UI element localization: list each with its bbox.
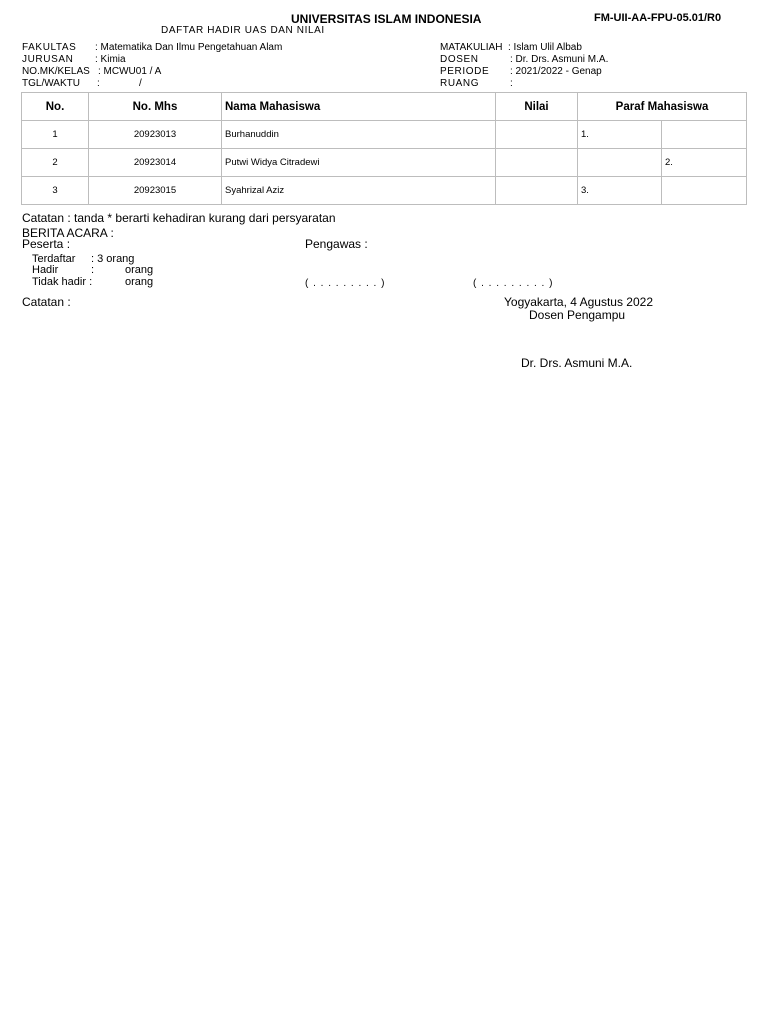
table-header-row	[22, 93, 747, 121]
table-row	[22, 121, 747, 149]
info-value-mk-kelas: : MCWU01 / A	[98, 66, 162, 77]
form-code: FM-UII-AA-FPU-05.01/R0	[594, 12, 722, 24]
info-label-tgl-waktu: TGL/WAKTU	[22, 78, 80, 89]
hadir-colon: :	[91, 264, 95, 276]
pengawas-signature-1: ( . . . . . . . . . )	[305, 278, 386, 289]
cell-paraf-right: 2.	[662, 149, 747, 177]
cell-no: 1	[22, 121, 89, 149]
university-title: UNIVERSITAS ISLAM INDONESIA	[291, 12, 482, 26]
col-header-nilai: Nilai	[496, 93, 578, 121]
cell-paraf-left	[578, 149, 662, 177]
col-header-name: Nama Mahasiswa	[222, 93, 496, 121]
cell-paraf-right	[662, 121, 747, 149]
info-label-ruang: RUANG	[440, 78, 480, 89]
cell-paraf-left: 1.	[578, 121, 662, 149]
cell-name: Burhanuddin	[222, 121, 496, 149]
cell-paraf-left: 3.	[578, 177, 662, 205]
col-header-paraf: Paraf Mahasiswa	[578, 93, 747, 121]
berita-acara-heading: BERITA ACARA :	[22, 226, 114, 240]
cell-paraf-right	[662, 177, 747, 205]
info-label-mk-kelas: NO.MK/KELAS	[22, 66, 90, 77]
info-label-jurusan: JURUSAN	[22, 54, 74, 65]
cell-nilai	[496, 177, 578, 205]
attendance-table	[21, 92, 747, 205]
info-extra-tgl-waktu: /	[139, 78, 142, 89]
col-header-nim: No. Mhs	[89, 93, 222, 121]
info-value-tgl-waktu: :	[97, 78, 100, 89]
cell-name: Putwi Widya Citradewi	[222, 149, 496, 177]
info-value-matakuliah: : Islam Ulil Albab	[508, 42, 582, 53]
table-row	[22, 177, 747, 205]
cell-nilai	[496, 149, 578, 177]
cell-nilai	[496, 121, 578, 149]
cell-nim: 20923013	[89, 121, 222, 149]
info-value-fakultas: : Matematika Dan Ilmu Pengetahuan Alam	[95, 42, 283, 53]
cell-name: Syahrizal Aziz	[222, 177, 496, 205]
hadir-value: orang	[125, 264, 154, 276]
lecturer-name: Dr. Drs. Asmuni M.A.	[521, 356, 633, 370]
catatan-label: Catatan :	[22, 295, 71, 309]
info-value-ruang: :	[510, 78, 513, 89]
info-label-periode: PERIODE	[440, 66, 490, 77]
table-row	[22, 149, 747, 177]
attendance-note: Catatan : tanda * berarti kehadiran kurang dari persyaratan	[22, 211, 336, 225]
hadir-label: Hadir	[32, 264, 59, 276]
cell-no: 3	[22, 177, 89, 205]
tidak-hadir-label: Tidak hadir :	[32, 276, 93, 288]
place-date: Yogyakarta, 4 Agustus 2022	[504, 295, 654, 309]
cell-no: 2	[22, 149, 89, 177]
peserta-label: Peserta :	[22, 237, 71, 251]
terdaftar-value: : 3 orang	[91, 253, 135, 265]
pengawas-signature-2: ( . . . . . . . . . )	[473, 278, 554, 289]
tidak-hadir-value: orang	[125, 276, 154, 288]
col-header-no: No.	[22, 93, 89, 121]
lecturer-role: Dosen Pengampu	[529, 308, 626, 322]
terdaftar-label: Terdaftar	[32, 253, 76, 265]
document-subtitle: DAFTAR HADIR UAS DAN NILAI	[161, 25, 325, 36]
cell-nim: 20923014	[89, 149, 222, 177]
info-value-periode: : 2021/2022 - Genap	[510, 66, 602, 77]
info-label-fakultas: FAKULTAS	[22, 42, 77, 53]
pengawas-label: Pengawas :	[305, 237, 368, 251]
info-value-jurusan: : Kimia	[95, 54, 126, 65]
cell-nim: 20923015	[89, 177, 222, 205]
info-label-matakuliah: MATAKULIAH	[440, 42, 503, 53]
info-value-dosen: : Dr. Drs. Asmuni M.A.	[510, 54, 609, 65]
info-label-dosen: DOSEN	[440, 54, 479, 65]
